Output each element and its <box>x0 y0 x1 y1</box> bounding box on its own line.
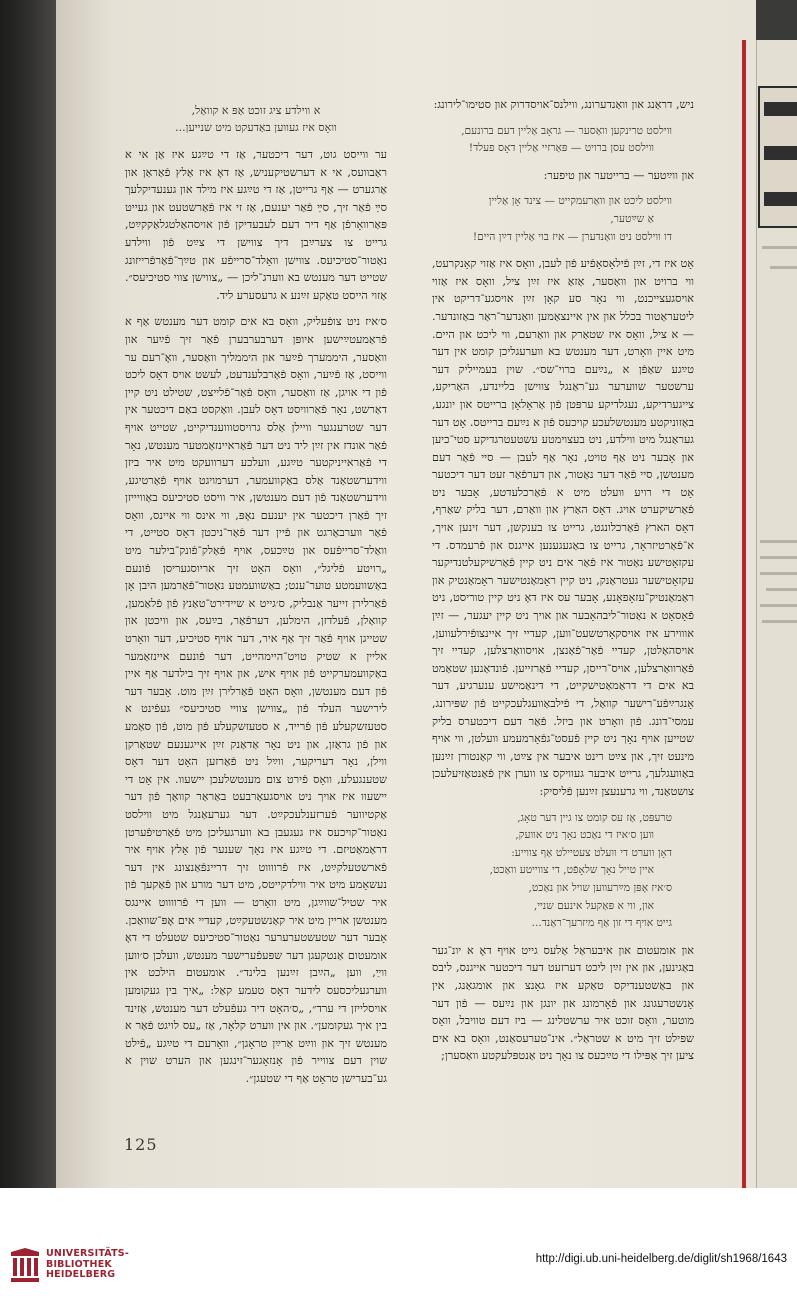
library-name <box>46 1249 129 1281</box>
epigraph-line: א ווילדע ציג זוכט אַפּ א קוואַל, <box>191 104 321 117</box>
verse-line: ווילסט עסן ברויט — פּאַרזיי אַליין דאָס פעלד! <box>468 142 654 155</box>
facing-page-text-line <box>770 266 797 269</box>
paragraph: ס׳איז ניט צופֿעליק, וואָס בא אים קומט דער מענטש אַף א פֿראַמעטײַישען איופּן דערבערבערן פֿאַר זיך פֿײַער און וואַסער, היממערך פֿײַער און היממליך וואַסער, וואָ־רעם ער ווייסט, אַז פֿײַער, וואָס פֿאַרבלענדעט, לעשט אויס דאָס ליכט פֿון די אויגן, אַז וואַסער, וואָס פֿאַר־פֿלייצט, שטילט ניט קיין דאַרשט, נאָר פֿאַרוויסט דאָס לעבן. וואַקסט באַם דיכטער אין דער שטרענגער וויילן אַלס גרויסטוווענדיקייט, שטייט אויף פֿאַר אונדז אין זײַן ליד ניט דער פֿאַראיינזאַמטער מענטש, נאָר די פֿאַראייניקטער טײַגע, וועלכע דערוועקט מיט איר ביזן ווידערשטאַנד אַלס באַקוועמער, דערמויגט אויף פֿאַרטיגע, ווידערשטאַנד פֿון דעם מענטשן, איר וויסט סטיכיעס באַוויייזן זיך פֿאַרן דיכטער אין יענעם נאָפּ, ווי אינס ווי איינס, וואָס פֿאַר ווערבאַרגט און פֿיין דער פֿאַר־ניכטן דאָס סטייט, די וואַלד־סרייפֿעס און טײַכעס, אויף פֿאַלק־פֿונק־בילער מיט „רויטע פֿליגל״, וואָס האָט זיך אריוסגעריסן פֿונעם באַשוועמטע טוער־ענט; באַשוועמטע נאַטור־פֿאַרמען היבן אָן פֿאַרלירן זייער אַנבליק, ס׳גייט א שיידירט־טאַנץ פֿון פֿלאַמען, קוואַלן, פֿעלדזן, הימלען, דערפֿאַר, בײַעס, און וויכטן און שטייגן אויף פֿאַר זיך אַף איר, דער אויף סטיכיע, דער וואָרט אליין א שטיק טויט־היימהייט, דער פֿונעם איינזאַמער באַקוועמערקייט פֿון אויף איש, און אויף זיך בילדער אַף איין פֿון דעם מענטשן, וואָס האָט פֿאַרלירן זײַן מוט. אָבער דער לירישער העלד פֿון „צווישן צוויי סטיכיעס״ געפֿינט א סטעזשקעלע פֿון פֿרייד, א סטעזשקעלע פֿון מוט, פֿון סאַמע און פֿון גראַזן, און ניט נאָר אַדאַנק זײַן אייגענעם שטאַרקן ווילן, נאָר דעריקער, ווײַל ניט פֿאַרזען האָט דער דאָס שטענגעלע, וואָס פֿירט צום מענטשלעכן יישעוו. אין אָט די יישעוו איז אויך ניט אויסגעאַרבעט באַראַר קוואַך פֿון דער אַקטיווער פֿערזענלעכקײַט. דער גערעאַנגל מיט ווילסט נאַטור־קויכעס איז געגעבן בא ווערגעליכן מיט פֿאַרטיפֿערטן דראַמאַטיזם. די טײַגע איז נאָך שענער פֿון אָלץ אויף איר פֿארשטעלקײַט, איז פֿרווווט זיך דריינפֿאַנצונג אין דער נעשאָמע מיט איר ווילדקייטס, מיט דער מורע און פֿאַקעך פֿון איר שטיל־שווײַגן, מיט וואָרט — ווען די פֿרווווט איינגס מענטשן אריין מיט איר קאַנשטעקײַט, קעדיי אים אָפּ־שוואַכן. אָבער דער שטעשטערערער נאַטור־סטיכיעס שטעלט די דאָ אומעטום אַנטקעגן דער שפּעפֿערישער מענטש, וועלכן ס׳ווען ווײַ, ווען „הײַבן זײַנען בלינד״. אומעטום הילכט אין ווערגעליכסעס לידער דאָס טעמע קאַל: „איך בין געקומען אויסלייזן די ערד״, „ס׳האָט דיר געפֿעלט דער מענטש, אַזינד בין איך געקומען״. און אין ווערט קלאָר, אַז „עס לויגט פֿאַר א מענטש זיך און ווײַט אַרײַן טראָגן״, וואָרעם די טײַגע „פֿילט שוין דעם צווייר פֿון אָנזאָגער־זינגען און הערט שוין א גע־בערישן טראָט אַף די שטעגן״. <box>125 315 387 1085</box>
facing-page-text-line <box>762 246 797 249</box>
book-gutter <box>0 0 56 1188</box>
paragraph: און ווײַטער — ברייטער און טיפער: <box>543 168 694 182</box>
source-url-link[interactable]: http://digi.ub.uni-heidelberg.de/diglit/sh1968/1643 <box>535 1253 787 1265</box>
left-text-column <box>125 146 387 1096</box>
page-number: 125 <box>124 1135 158 1154</box>
verse-line: דו ווילסט ניט וואַנדערן — איז בוי אַליין דײַן היים! <box>472 230 672 243</box>
library-name-line: UNIVERSITÄTS- <box>46 1248 129 1259</box>
verse-line: טרעפּט, אַז עס קומט צו גיין דער טאָג, <box>517 811 672 824</box>
paragraph: ניש, דראַנג און וואַנדערונג, ווילנס־אויסדרוק און סטימו־לירונג: <box>433 98 694 111</box>
verse-line: אַ שײַטער, <box>610 212 654 225</box>
epigraph <box>125 102 387 136</box>
right-text-column <box>432 96 694 1074</box>
paragraph: ער ווייסט גוט, דער דיכטער, אַז די טײַגע איז אַן אי א ראַבוועס, אי א דערשטיקעניש, אַז דאָ איז אַלץ פֿאַראַן און אַרגערט — אַף גרייטן, אַז די טײַגע איז מילד און גענעדיקלעך סײַ פֿאַר זיך, סײַ פֿאַר יענעם, אַז זי איז פֿאַרשטעט און געייט פּאַרוואָרפֿן אַף דיר דעם לעבעדיקן פֿון אויסהאַלטגלאַקקײַט, גרייט צו צערײַבן דיך צווישן די צײַט פֿון ווילדע נאַטור־סטיכיעס. צווישן וואָלד־סרייפֿע און טײַך־פֿאַרפֿרייזונג שטייט דער מענטש בא ווערג־ליכן — „צווישן צווי סטיכיעס״. אַזוי הייסט טאַקע זײַנע א גרעסערע ליד. <box>125 148 387 302</box>
verse-line: דאָן ווערט די וועלט צעטיילט אַף צווייע: <box>511 846 672 859</box>
verse-line: און, ווי א פּאַקעל אינעם שניי, <box>533 899 654 912</box>
verse-line: גייט אויף די זון אַף מיזרעך־ראַנד... <box>531 917 672 930</box>
library-name-line: BIBLIOTHEK <box>46 1258 112 1270</box>
library-logo-icon <box>8 1246 42 1284</box>
epigraph-line: וואָס איז געווען באַדעקט מיט שנייען... <box>175 121 337 134</box>
facing-page-text-line <box>762 620 797 623</box>
facing-page-ornament <box>758 86 797 228</box>
verse-line: ווילסט טרינקען וואַסער — גראָב אַליין דעם ברונעם, <box>461 124 672 137</box>
red-page-edge <box>742 40 746 1188</box>
verse-block <box>432 123 694 158</box>
verse-line: ווילסט ליכט און וואַרעמקייט — צינד אָן אַליין <box>488 195 672 208</box>
library-name-line: HEIDELBERG <box>46 1269 116 1280</box>
facing-page-text-line <box>760 556 797 559</box>
facing-page-text-line <box>760 540 797 543</box>
facing-page-text-line <box>760 604 797 607</box>
verse-line: איין טייל נאָך שלאָפֿט, די צווייטע וואַכט, <box>489 864 654 877</box>
verse-block <box>432 810 694 933</box>
facing-page-text-line <box>766 588 797 591</box>
facing-page-text-line <box>760 572 797 575</box>
verse-line: ווען ס׳איז די נאַכט נאָך ניט אוועק, <box>515 829 654 842</box>
verse-block <box>432 193 694 246</box>
paragraph: אָט איז די, זײַן פֿילאָסאָפֿיע פֿון לעבן, וואָס איז אַזוי קאָנקרעט, ווי ברויט און וואַסער, אַזאַ איז זײַן ציל, וואָס איז אַזוי אויסגעצייכנט, ווי נאָר סע קאָן זײַן אויסגע־דריקט אין ליטעראַטור בכלל און אין איינצאַמען וואַנדער־ראַר באַזונדער. — א ציל, וואָס איז שטאַרק און וואַרעם, ווי ליכט און היים. מיט איין וואָרט, דער מענטש בא ווערעגליכן קומט אין דער טײַגע שאַפֿן א „נײַעם ברוי־שס״. שוין בעמייליק דער ערשטער שווערער גע־ראַנגל צווישן בליינדע, האַריקע, צייגערדיקע, נעגלדיקע ערפּטן פֿון אַראָלאָן ברייטס און יונגע, באַזוניקטע מענטשלעכע קויכעס פֿון א נײַעם ברייטס. אָט דער געראַנגל מיט ווילדע, ניט בעצוימטע עשטעטרגדיקע סטי־כיען און אָבער ניט אַף טויט, נאָר אַף לעבן — סיי פֿאַר דעם מענטשן, סיי פֿאַר דער נאַטור, און דערפֿאַר זעט דער דיכטער אָט די רויע וועלט מיט א פֿאַרכלעדטע, אָבער ניט פֿאַרשיקערט אויג. דאָס האַרץ און וואַרם, דער בליק שאַרף, דאָס הארץ פֿאַרכלונגט, גרייט צו בענקשן, דער זינען אויך, א־פֿאַרטיזראָר, גרייט צו באַגעגענען אייגנס און פֿרעמדס. די עקזאָטישע נאַטור איז פֿאַר אים ניט קיין פֿאַרשיקעלטנדיקער עקזאָטישער געטראַנק, ניט קיין ראָמאַנטישער ראָמאַנטיק און ראַמאַנטיק־עזאָפאָנע, אָבער עס איז דאָ ניט קיין טוריסט, ניט פֿאָסאָט א נאַטור־ליבהאָבער און אויך ניט קיין יעגער, — זײַן אוווירע איז אויסקאָרטשעט־ווען, קעדיי זיך איינצופֿירלעווען, אויסהאַלטן, קעדיי פֿאַר־פֿאַנצן, אויסוואַרצלען, קעדיי זיך פֿאַרוואַרצלען, אויס־רייסן, קעדיי פֿאַרזייען. פֿונדאַנען שטאַמט בא אים די דראַמאַטישקייט, די דינאַמישע ענערגיע, דער אָנגרײַפֿע־רישער קוואַל, די פֿילבאַוועגלעכקייט פֿון שפּירונג, עמסי־דונג. פֿון וואָרט און ביזל. פֿאַר דעם דיכטערס בליק שטייען אויף נאָך ניט קיין פֿעסט־גפֿאָרמעמע וועלטן, ווי אויף מינעט זיך, און צײַט רינט איבער אין צײַט, ווי קאַנטורן זײַנען באַוועגלעך, גרייט איבער געוויקס צו ווערן אין פֿאַנטאַזיעלעכן צושטאַנד, ווי גרענעצן זײַנען פֿליסיק: <box>432 257 694 798</box>
paragraph: און אומעטום און איבעראַל אַלעס גייט אויף דאָ א יונ־גער באַגינען, און אין זײַן ליכט דערזעט דער דיכטער אייגנס, ליבס און באַשטענדיקס טאַקע איז גאָנצ און אומגאַנג, אין אָנשטרעגונג און פֿאָרמונג און יונגן און נײַעס — פֿון דער מוטער, וואָס זוכט איר ערשטלינג — ביז דעם טוויבל, וואָס שפּילט זיך מיט א שטראַל״. אינ־טערעסאַנט, וואָס בא אים ציען זיך אַפּילו די טײַכעס צו נאָך ניט אַנטפּלעקטע וואַסערן; <box>432 943 694 1063</box>
verse-line: ס׳איז אָפּן מײַרעווען שויל און נאַכט, <box>528 881 672 894</box>
